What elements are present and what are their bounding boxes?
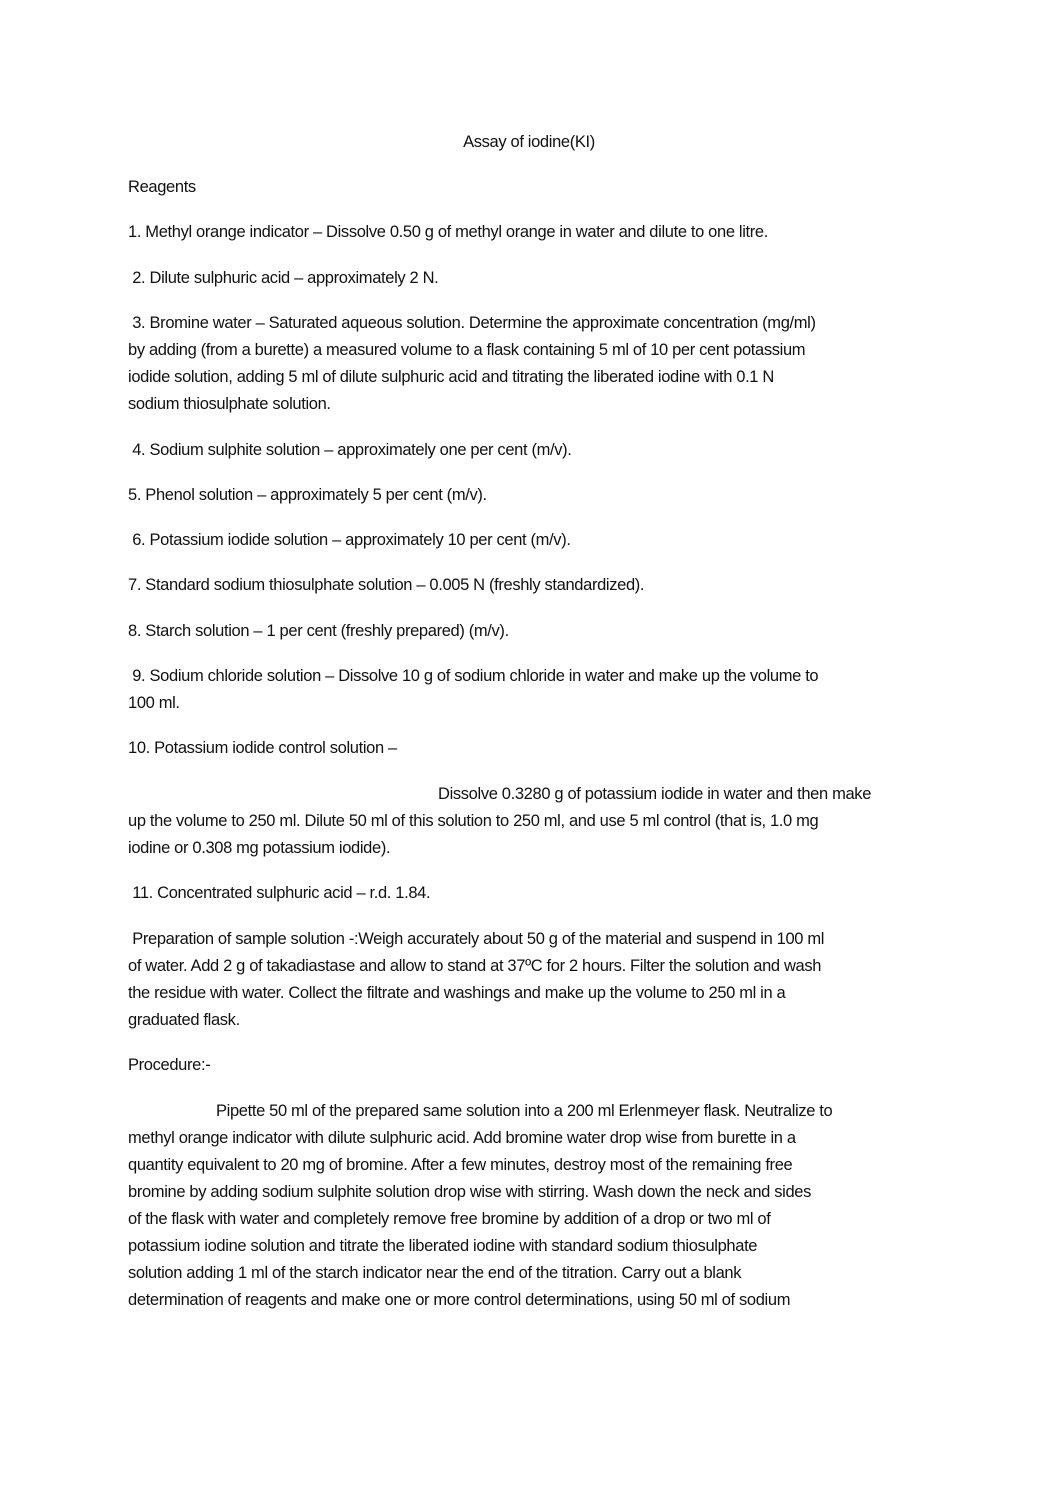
reagent-8: 8. Starch solution – 1 per cent (freshly prepared) (m/v). — [128, 622, 509, 640]
reagent-10-line-2: Dissolve 0.3280 g of potassium iodide in water and then make — [438, 785, 872, 803]
reagents-heading: Reagents — [128, 178, 196, 196]
reagent-11: 11. Concentrated sulphuric acid – r.d. 1.84. — [128, 884, 431, 902]
reagent-2: 2. Dilute sulphuric acid – approximately 2 N. — [128, 269, 439, 287]
procedure-line-6: potassium iodine solution and titrate the liberated iodine with standard sodium thiosulphate — [128, 1237, 758, 1255]
procedure-line-7: solution adding 1 ml of the starch indicator near the end of the titration. Carry out a blank — [128, 1264, 742, 1282]
procedure-line-3: quantity equivalent to 20 mg of bromine. After a few minutes, destroy most of the remaining free — [128, 1156, 793, 1174]
procedure-line-4: bromine by adding sodium sulphite solution drop wise with stirring. Wash down the neck and sides — [128, 1183, 811, 1201]
sample-preparation-line-1: Preparation of sample solution -:Weigh accurately about 50 g of the material and suspend in 100 ml — [128, 930, 825, 948]
reagent-10-line-4: iodine or 0.308 mg potassium iodide). — [128, 839, 391, 857]
reagent-10-line-1: 10. Potassium iodide control solution – — [128, 739, 397, 757]
procedure-line-5: of the flask with water and completely remove free bromine by addition of a drop or two ml of — [128, 1210, 771, 1228]
reagent-6: 6. Potassium iodide solution – approximately 10 per cent (m/v). — [128, 531, 571, 549]
sample-preparation-line-3: the residue with water. Collect the filtrate and washings and make up the volume to 250 ml in a — [128, 984, 786, 1002]
procedure-line-8: determination of reagents and make one or more control determinations, using 50 ml of sodium — [128, 1291, 791, 1309]
reagent-3-line-4: sodium thiosulphate solution. — [128, 395, 331, 413]
sample-preparation-line-2: of water. Add 2 g of takadiastase and allow to stand at 37ºC for 2 hours. Filter the solution and wash — [128, 957, 822, 975]
reagent-9-line-2: 100 ml. — [128, 694, 180, 712]
document-title — [0, 132, 1058, 152]
reagent-4: 4. Sodium sulphite solution – approximately one per cent (m/v). — [128, 441, 572, 459]
procedure-line-2: methyl orange indicator with dilute sulphuric acid. Add bromine water drop wise from burette in a — [128, 1129, 796, 1147]
reagent-3-line-2: by adding (from a burette) a measured volume to a flask containing 5 ml of 10 per cent potassium — [128, 341, 806, 359]
procedure-heading: Procedure:- — [128, 1056, 211, 1074]
document-title-text: Assay of iodine(KI) — [463, 133, 595, 151]
reagent-3-line-1: 3. Bromine water – Saturated aqueous solution. Determine the approximate concentration (mg/ml) — [128, 314, 816, 332]
reagent-9-line-1: 9. Sodium chloride solution – Dissolve 10 g of sodium chloride in water and make up the volume to — [128, 667, 819, 685]
reagent-3-line-3: iodide solution, adding 5 ml of dilute sulphuric acid and titrating the liberated iodine with 0.1 N — [128, 368, 774, 386]
sample-preparation-line-4: graduated flask. — [128, 1011, 240, 1029]
reagent-1: 1. Methyl orange indicator – Dissolve 0.50 g of methyl orange in water and dilute to one litre. — [128, 223, 768, 241]
reagent-7: 7. Standard sodium thiosulphate solution – 0.005 N (freshly standardized). — [128, 576, 645, 594]
reagent-10-line-3: up the volume to 250 ml. Dilute 50 ml of this solution to 250 ml, and use 5 ml control (that is, 1.0 mg — [128, 812, 819, 830]
reagent-5: 5. Phenol solution – approximately 5 per cent (m/v). — [128, 486, 487, 504]
procedure-line-1: Pipette 50 ml of the prepared same solution into a 200 ml Erlenmeyer flask. Neutralize to — [216, 1102, 833, 1120]
